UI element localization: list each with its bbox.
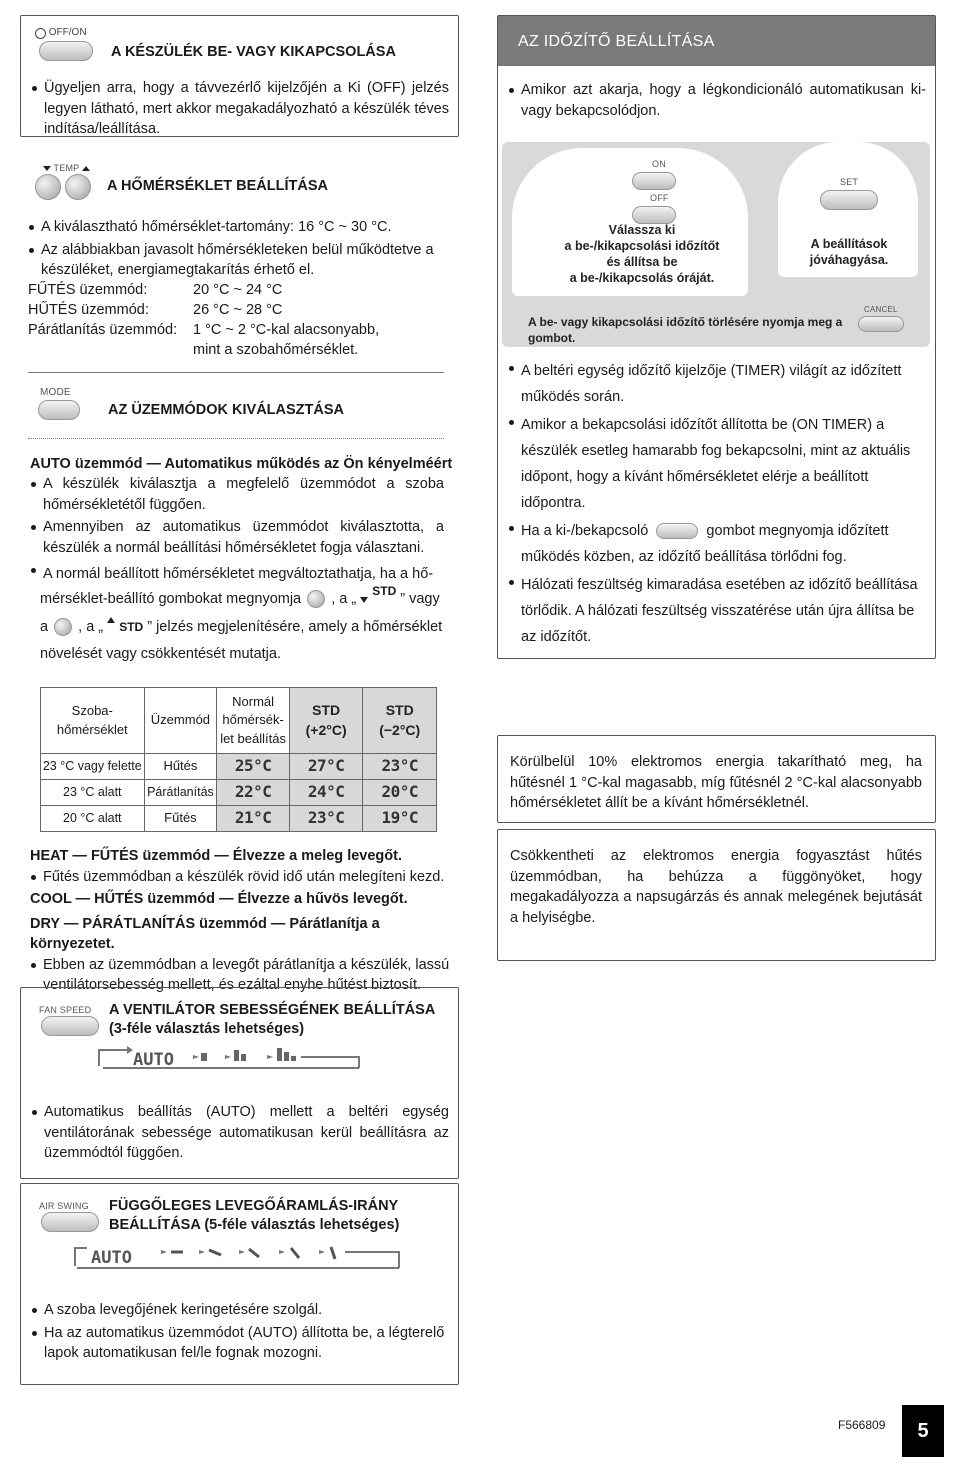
table-cell: 23°C xyxy=(289,806,363,832)
timer-illustration xyxy=(502,142,930,347)
swing-auto-label: AUTO xyxy=(91,1248,132,1268)
auto-bullet-3: A normál beállított hőmérsékletet megváltoztathatja, ha a hő- xyxy=(30,560,444,588)
table-header-cell: Szoba- hőmérséklet xyxy=(41,688,145,754)
std-label: STD xyxy=(372,584,397,598)
timer-title-bar xyxy=(498,16,935,66)
table-cell: Fűtés xyxy=(144,806,217,832)
swing-bullets xyxy=(31,1300,449,1366)
divider xyxy=(28,372,444,373)
auto-bullet-3-line2: mérséklet-beállító gombokat megnyomja , a „ $^{STD}$ ” vagy xyxy=(40,584,440,607)
table-header-cell: STD (−2°C) xyxy=(363,688,437,754)
timer-panel-right-text: A beállítások jóváhagyása. xyxy=(809,237,889,267)
swing-title-line1: FÜGGŐLEGES LEVEGŐÁRAMLÁS-IRÁNY xyxy=(109,1198,399,1214)
table-cell: 19°C xyxy=(363,806,437,832)
heat-bullets xyxy=(30,867,455,888)
timer-bullet-2: Amikor a bekapcsolási időzítőt állította be (ON TIMER) a készülék esetleg hamarabb fog bekapcsolni, mint az aktuális időpont, hogy a kívánt hőmérsékletet elérje a beállított időpontra. xyxy=(508,412,926,516)
timer-bullet-3: Ha a ki-/bekapcsoló gombot megnyomja időzített működés közben, az időzítő beállítása törlődni fog. xyxy=(508,518,926,570)
temp-icon-label: TEMP xyxy=(43,162,90,175)
cancel-label: CANCEL xyxy=(864,305,898,314)
timer-set-button-icon xyxy=(820,190,878,210)
temp-down-button-icon xyxy=(35,174,61,200)
temp-button-icon xyxy=(307,590,325,608)
auto-bullets xyxy=(30,474,444,560)
temp-title: A HŐMÉRSÉKLET BEÁLLÍTÁSA xyxy=(107,178,328,194)
auto-bullet-3-line3: a , a „ STD ” jelzés megjelenítésére, amely a hőmérséklet xyxy=(40,619,443,635)
fan-bullets xyxy=(31,1102,449,1166)
temp-row-cool: HŰTÉS üzemmód: xyxy=(28,302,149,318)
timer-bullets xyxy=(508,358,926,652)
heat-heading: HEAT — FŰTÉS üzemmód — Élvezze a meleg levegőt. xyxy=(30,848,402,864)
set-label: SET xyxy=(840,177,859,187)
onoff-icon xyxy=(35,26,87,41)
energy-tip-1: Körülbelül 10% elektromos energia takarítható meg, ha hűtésnél 1 °C-kal magasabb, míg fűtésnél 2 °C-kal alacsonyabb hőmérsékletet állít be a kívánt hőmérsékletnél. xyxy=(510,754,922,812)
swing-bullet-1: A szoba levegőjének keringetésére szolgál. xyxy=(31,1300,449,1321)
fan-icon-label: FAN SPEED xyxy=(39,1005,92,1015)
table-cell: 23 °C alatt xyxy=(41,780,145,806)
timer-cancel-button-icon xyxy=(858,316,904,332)
auto-heading: AUTO üzemmód — Automatikus működés az Ön kényelméért xyxy=(30,456,453,472)
off-label: OFF xyxy=(650,193,669,203)
table-header-cell: STD (+2°C) xyxy=(289,688,363,754)
up-triangle-icon xyxy=(82,166,90,171)
table-header-cell: Normál hőmérsék- let beállítás xyxy=(217,688,290,754)
onoff-bullets xyxy=(31,78,449,142)
table-row xyxy=(41,754,437,780)
table-cell: Hűtés xyxy=(144,754,217,780)
energy-tip-box-1 xyxy=(497,735,936,823)
table-cell: 25°C xyxy=(217,754,290,780)
table-cell: Párátlanítás xyxy=(144,780,217,806)
timer-title: AZ IDŐZÍTŐ BEÁLLÍTÁSA xyxy=(518,33,715,50)
fan-speed-box xyxy=(20,987,459,1179)
cool-heading: COOL — HŰTÉS üzemmód — Élvezze a hűvös levegőt. xyxy=(30,891,408,908)
page-number: 5 xyxy=(902,1405,944,1457)
temp-row-dry: Párátlanítás üzemmód: xyxy=(28,322,178,338)
table-cell: 27°C xyxy=(289,754,363,780)
onoff-box xyxy=(20,15,459,137)
modes-text-block xyxy=(30,846,455,998)
std-label: STD xyxy=(119,620,144,634)
temp-row-dry-cont: mint a szobahőmérséklet. xyxy=(193,342,359,358)
timer-intro-bullets xyxy=(508,80,926,123)
temp-bullet-energy: Az alábbiakban javasolt hőmérsékleteken belül működtetve a készüléket, energiamegtakarítás érhető el. xyxy=(28,240,448,281)
mode-temperature-table xyxy=(40,687,437,832)
table-cell: 20°C xyxy=(363,780,437,806)
swing-sequence-arrow-icon xyxy=(69,1242,409,1276)
mode-title: AZ ÜZEMMÓDOK KIVÁLASZTÁSA xyxy=(108,402,345,418)
mode-icon-label: MODE xyxy=(40,387,71,398)
timer-cancel-text: A be- vagy kikapcsolási időzítő törlésére nyomja meg a gombot. xyxy=(528,315,843,345)
timer-intro: Amikor azt akarja, hogy a légkondicionáló automatikusan ki- vagy bekapcsolódjon. xyxy=(508,80,926,121)
table-cell: 21°C xyxy=(217,806,290,832)
temp-up-button-icon xyxy=(65,174,91,200)
auto-bullet-3-line4: növelését vagy csökkentését mutatja. xyxy=(40,646,281,662)
temp-row-heat xyxy=(28,280,147,301)
temp-button-icon xyxy=(54,618,72,636)
down-triangle-icon xyxy=(43,166,51,171)
energy-tip-box-2 xyxy=(497,829,936,961)
down-triangle-icon xyxy=(360,597,368,603)
timer-box xyxy=(497,15,936,659)
swing-title-line2: BEÁLLÍTÁSA (5-féle választás lehetséges) xyxy=(109,1217,400,1233)
fan-speed-button-icon xyxy=(41,1016,99,1036)
timer-panel-left-text: Válassza ki a be-/kikapcsolási időzítőt és állítsa be a be-/kikapcsolás óráját. xyxy=(564,223,720,285)
table-row xyxy=(41,806,437,832)
onoff-bullet: Ügyeljen arra, hogy a távvezérlő kijelzőjén a Ki (OFF) jelzés legyen látható, mert akkor megakadályozható a készülék téves indítása/leállítása. xyxy=(31,78,449,140)
on-label: ON xyxy=(652,159,666,169)
dry-heading: DRY — PÁRÁTLANÍTÁS üzemmód — Párátlanítja a környezetet. xyxy=(30,915,380,953)
fan-title-line1: A VENTILÁTOR SEBESSÉGÉNEK BEÁLLÍTÁSA xyxy=(109,1002,436,1018)
fan-title-line2: (3-féle választás lehetséges) xyxy=(109,1021,305,1037)
temp-icon-group xyxy=(35,162,95,198)
table-cell: 23 °C vagy felette xyxy=(41,754,145,780)
table-cell: 23°C xyxy=(363,754,437,780)
up-triangle-icon xyxy=(107,617,115,623)
auto-bullet-2: Amennyiben az automatikus üzemmódot kiválasztotta, a készülék a normál beállítási hőmérsékletet fogja választani. xyxy=(30,517,444,558)
temp-row-cool-value: 26 °C ~ 28 °C xyxy=(193,302,283,318)
table-header-row xyxy=(41,688,437,754)
mode-button-icon xyxy=(38,400,80,420)
table-row xyxy=(41,780,437,806)
temp-row-label: FŰTÉS üzemmód: xyxy=(28,282,148,298)
swing-icon-label: AIR SWING xyxy=(39,1201,89,1211)
table-cell: 20 °C alatt xyxy=(41,806,145,832)
temp-bullets xyxy=(28,217,448,283)
dry-bullet: Ebben az üzemmódban a levegőt párátlanítja a készülék, lassú ventilátorsebesség mellett, és ezáltal enyhe hűtést biztosít. xyxy=(30,955,455,996)
swing-sequence xyxy=(69,1242,409,1276)
fan-auto-label: AUTO xyxy=(133,1050,174,1070)
divider xyxy=(28,438,444,439)
table-cell: 22°C xyxy=(217,780,290,806)
onoff-icon-label: OFF/ON xyxy=(48,27,87,38)
energy-tip-2: Csökkentheti az elektromos energia fogyasztást hűtés üzemmódban, ha behúzza a függönyöket, hogy megakadályozza a napsugárzás és annak melegének bejutását a helyiségbe. xyxy=(510,848,922,926)
air-swing-box xyxy=(20,1183,459,1385)
fan-bullet: Automatikus beállítás (AUTO) mellett a beltéri egység ventilátorának sebessége automatikusan kerül beállításra az üzemmódtól függően. xyxy=(31,1102,449,1164)
timer-bullet-4: Hálózati feszültség kimaradása esetében az időzítő beállítása törlődik. A hálózati feszültség visszatérése után újra állítsa be az időzítőt. xyxy=(508,572,926,650)
temp-bullet-range: A kiválasztható hőmérséklet-tartomány: 16 °C ~ 30 °C. xyxy=(28,217,448,238)
table-header-cell: Üzemmód xyxy=(144,688,217,754)
onoff-button-icon xyxy=(656,523,698,539)
document-code: F566809 xyxy=(838,1418,886,1432)
temp-row-heat-value: 20 °C ~ 24 °C xyxy=(193,282,283,298)
fan-sequence-arrow-icon xyxy=(89,1044,379,1078)
onoff-button-icon xyxy=(39,41,93,61)
table-cell: 24°C xyxy=(289,780,363,806)
heat-bullet: Fűtés üzemmódban a készülék rövid idő után melegíteni kezd. xyxy=(30,867,455,888)
air-swing-button-icon xyxy=(41,1212,99,1232)
auto-bullet-1: A készülék kiválasztja a megfelelő üzemmódot a szoba hőmérsékletétől függően. xyxy=(30,474,444,515)
timer-on-button-icon xyxy=(632,172,676,190)
temp-row-dry-value: 1 °C ~ 2 °C-kal alacsonyabb, xyxy=(193,322,380,338)
timer-bullet-1: A beltéri egység időzítő kijelzője (TIMER) világít az időzített működés során. xyxy=(508,358,926,410)
fan-speed-sequence xyxy=(89,1044,379,1074)
onoff-title: A KÉSZÜLÉK BE- VAGY KIKAPCSOLÁSA xyxy=(111,44,396,60)
swing-bullet-2: Ha az automatikus üzemmódot (AUTO) állította be, a légterelő lapok automatikusan fel/le fognak mozogni. xyxy=(31,1323,449,1364)
